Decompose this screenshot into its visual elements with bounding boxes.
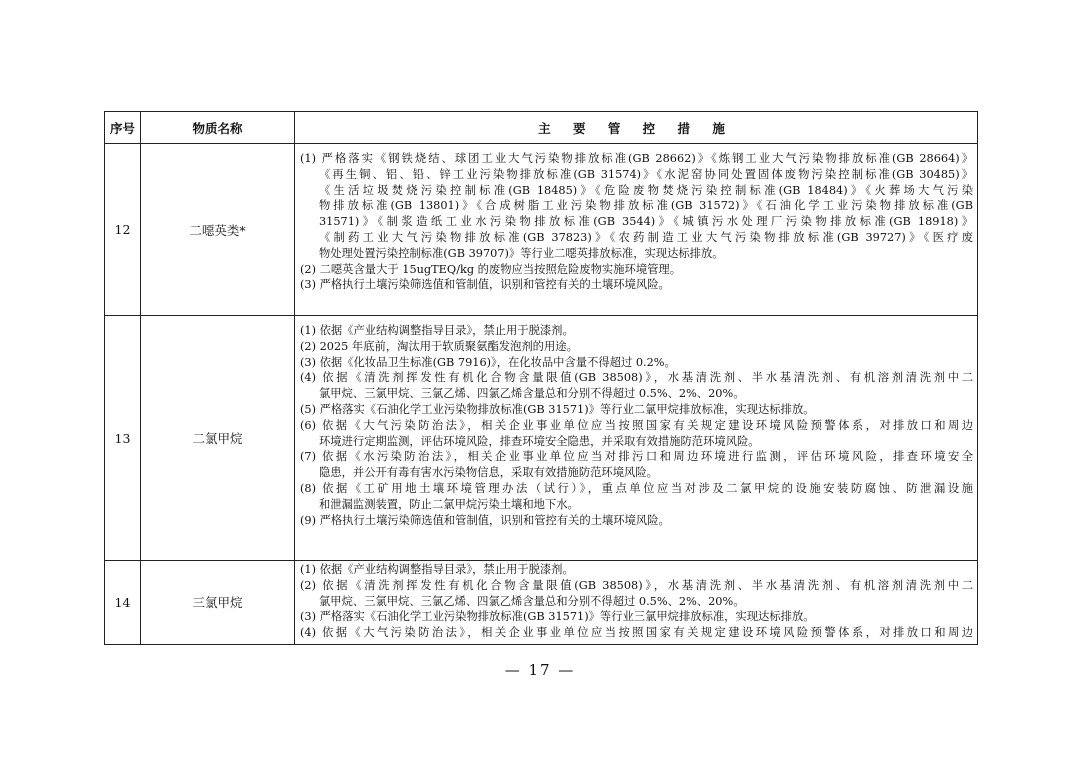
measures-cell xyxy=(295,316,978,561)
measure-line: (3) 严格执行土壤污染筛选值和管制值，识别和管控有关的土壤环境风险。 xyxy=(300,278,670,292)
measure-line: 隐患，并公开有毒有害水污染物信息，采取有效措施防范环境风险。 xyxy=(319,466,658,480)
table-row xyxy=(105,561,978,645)
measure-line: (4) 依据《清洗剂挥发性有机化合物含量限值(GB 38508)》，水基清洗剂、半水基清洗剂、有机溶剂清洗剂中二 xyxy=(300,371,973,385)
measure-line: (6) 依据《大气污染防治法》，相关企业事业单位应当按照国家有关规定建设环境风险预警体系，对排放口和周边 xyxy=(300,418,973,432)
measure-line: 环境进行定期监测，评估环境风险，排查环境安全隐患，并采取有效措施防范环境风险。 xyxy=(319,434,760,448)
table-row xyxy=(105,316,978,561)
measure-line: (3) 依据《化妆品卫生标准(GB 7916)》，在化妆品中含量不得超过 0.2%。 xyxy=(300,355,676,369)
measure-line: 31571)》《制浆造纸工业水污染物排放标准(GB 3544)》《城镇污水处理厂污染物排放标准(GB 18918)》 xyxy=(319,215,973,229)
measure-line: 和泄漏监测装置，防止二氯甲烷污染土壤和地下水。 xyxy=(319,497,579,511)
measure-line: (1) 严格落实《钢铁烧结、球团工业大气污染物排放标准(GB 28662)》《炼钢工业大气污染物排放标准(GB 28664)》 xyxy=(300,152,973,165)
measure-line: 《再生铜、铝、铅、锌工业污染物排放标准(GB 31574)》《水泥窑协同处置固体废物污染控制标准(GB 30485)》 xyxy=(319,167,973,181)
measure-line: 物排放标准(GB 13801)》《合成树脂工业污染物排放标准(GB 31572)》《石油化学工业污染物排放标准(GB xyxy=(319,199,973,213)
measure-line: (9) 严格执行土壤污染筛选值和管制值，识别和管控有关的土壤环境风险。 xyxy=(300,513,670,527)
table-row xyxy=(105,144,978,316)
name-header: 物质名称 xyxy=(141,112,295,144)
measure-line: (8) 依据《工矿用地土壤环境管理办法（试行）》，重点单位应当对涉及二氯甲烷的设施安装防腐蚀、防泄漏设施 xyxy=(300,481,973,495)
measure-line: (3) 严格落实《石油化学工业污染物排放标准(GB 31571)》等行业三氯甲烷排放标准，实现达标排放。 xyxy=(300,610,815,624)
measures-cell xyxy=(295,144,978,316)
measures-cell xyxy=(295,561,978,645)
header-row xyxy=(105,112,978,144)
substance-name: 三氯甲烷 xyxy=(141,561,295,645)
measure-line: (2) 二噁英含量大于 15ugTEQ/kg 的废物应当按照危险废物实施环境管理。 xyxy=(300,262,682,276)
page-number: — 17 — xyxy=(504,661,576,679)
control-measures-table xyxy=(104,111,978,645)
measure-line: (7) 依据《水污染防治法》，相关企业事业单位应当对排污口和周边环境进行监测，评估环境风险，排查环境安全 xyxy=(300,450,973,464)
measure-line: 《生活垃圾焚烧污染控制标准(GB 18485)》《危险废物焚烧污染控制标准(GB 18484)》《火葬场大气污染 xyxy=(319,183,973,197)
measure-line: (1) 依据《产业结构调整指导目录》，禁止用于脱漆剂。 xyxy=(300,324,574,337)
substance-name: 二噁英类* xyxy=(141,144,295,316)
measure-line: (1) 依据《产业结构调整指导目录》，禁止用于脱漆剂。 xyxy=(300,563,574,576)
measure-line: (2) 2025 年底前，淘汰用于软质聚氨酯发泡剂的用途。 xyxy=(300,339,578,353)
substance-name: 二氯甲烷 xyxy=(141,316,295,561)
measure-line: (4) 依据《大气污染防治法》，相关企业事业单位应当按照国家有关规定建设环境风险预警体系，对排放口和周边 xyxy=(300,626,973,640)
measure-line: 物处理处置污染控制标准(GB 39707)》等行业二噁英排放标准，实现达标排放。 xyxy=(319,246,724,260)
row-seq: 14 xyxy=(105,561,141,645)
measure-line: 氯甲烷、三氯甲烷、三氯乙烯、四氯乙烯含量总和分别不得超过 0.5%、2%、20%。 xyxy=(319,387,745,401)
seq-header: 序号 xyxy=(105,112,141,144)
measure-line: 氯甲烷、三氯甲烷、三氯乙烯、四氯乙烯含量总和分别不得超过 0.5%、2%、20%。 xyxy=(319,594,745,608)
row-seq: 12 xyxy=(105,144,141,316)
measure-line: 《制药工业大气污染物排放标准(GB 37823)》《农药制造工业大气污染物排放标准(GB 39727)》《医疗废 xyxy=(319,230,973,244)
row-seq: 13 xyxy=(105,316,141,561)
measure-line: (5) 严格落实《石油化学工业污染物排放标准(GB 31571)》等行业二氯甲烷排放标准，实现达标排放。 xyxy=(300,402,815,416)
measure-line: (2) 依据《清洗剂挥发性有机化合物含量限值(GB 38508)》，水基清洗剂、半水基清洗剂、有机溶剂清洗剂中二 xyxy=(300,578,973,592)
measures-header: 主 要 管 控 措 施 xyxy=(295,112,978,144)
